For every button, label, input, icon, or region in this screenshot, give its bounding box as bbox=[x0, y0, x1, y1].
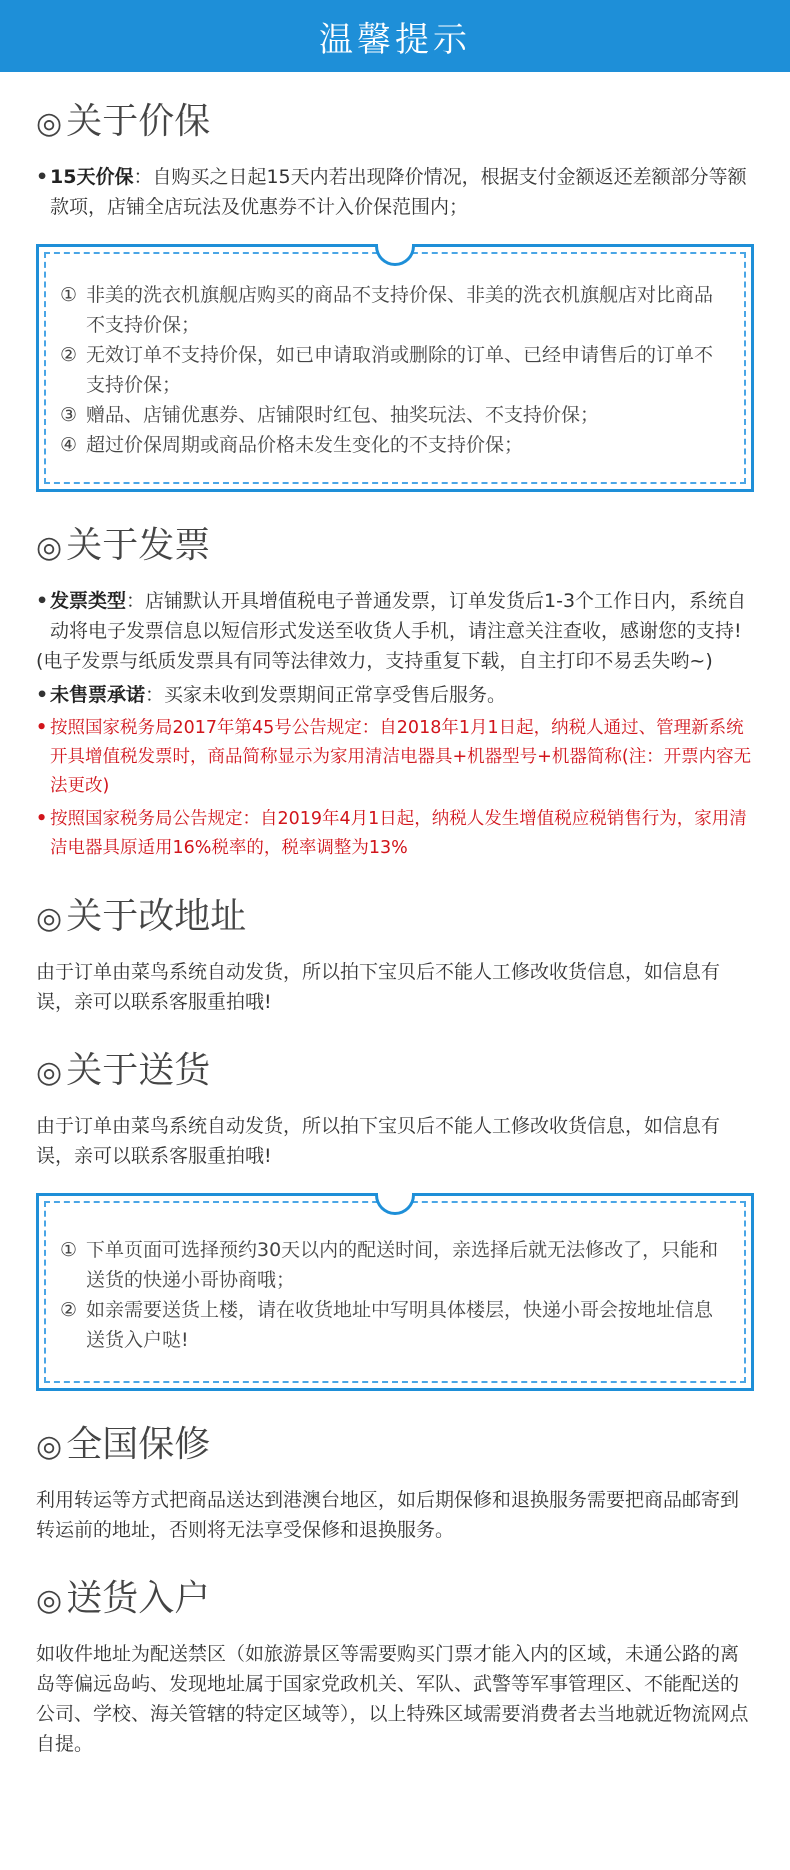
list-item: ① 下单页面可选择预约30天以内的配送时间，亲选择后就无法修改了，只能和送货的快递小哥协商哦； bbox=[60, 1239, 719, 1291]
delivery-rules-box bbox=[36, 1193, 754, 1391]
invoice-promise-bullet: • 未售票承诺：买家未收到发票期间正常享受售后服务。 bbox=[36, 680, 754, 710]
price-rules-box bbox=[36, 244, 754, 492]
bullet-dot: • bbox=[36, 590, 49, 612]
header-title: 温馨提示 bbox=[319, 19, 471, 60]
double-circle-icon: ◎ bbox=[36, 106, 63, 141]
tax-notice-2017: • 按照国家税务局2017年第45号公告规定：自2018年1月1日起，纳税人通过、管理新系统开具增值税发票时，商品简称显示为家用清洁电器具+机器型号+机器简称(注：开票内容无法更改) bbox=[36, 714, 754, 801]
section-title-warranty: ◎ 全国保修 bbox=[36, 1424, 211, 1465]
invoice-note: (电子发票与纸质发票具有同等法律效力，支持重复下载，自主打印不易丢失哟~) bbox=[36, 650, 713, 672]
header-banner bbox=[0, 0, 790, 72]
bullet-dot: • bbox=[36, 166, 49, 188]
double-circle-icon: ◎ bbox=[36, 1055, 63, 1090]
double-circle-icon: ◎ bbox=[36, 1583, 63, 1618]
section-title-invoice: ◎ 关于发票 bbox=[36, 525, 211, 566]
address-text: 由于订单由菜鸟系统自动发货，所以拍下宝贝后不能人工修改收货信息，如信息有误，亲可以联系客服重拍哦! bbox=[36, 961, 721, 1013]
section-title-delivery: ◎ 关于送货 bbox=[36, 1050, 211, 1091]
price-bullet-bold: 15天价保 bbox=[50, 166, 134, 188]
price-bullet-text: ：自购买之日起15天内若出现降价情况，根据支付金额返还差额部分等额款项，店铺全店玩法及优惠券不计入价保范围内； bbox=[50, 166, 747, 218]
list-item: ③ 赠品、店铺优惠券、店铺限时红包、抽奖玩法、不支持价保； bbox=[60, 404, 600, 426]
home-delivery-text: 如收件地址为配送禁区（如旅游景区等需要购买门票才能入内的区域，未通公路的离岛等偏远岛屿、发现地址属于国家党政机关、军队、武警等军事管理区、不能配送的公司、学校、海关管辖的特定区域等），以上特殊区域需要消费者去当地就近物流网点自提。 bbox=[36, 1643, 749, 1755]
section-title-price: ◎ 关于价保 bbox=[36, 101, 211, 142]
warranty-text: 利用转运等方式把商品送达到港澳台地区，如后期保修和退换服务需要把商品邮寄到转运前的地址，否则将无法享受保修和退换服务。 bbox=[36, 1489, 740, 1541]
main-content bbox=[0, 98, 790, 1759]
delivery-text: 由于订单由菜鸟系统自动发货，所以拍下宝贝后不能人工修改收货信息，如信息有误，亲可以联系客服重拍哦! bbox=[36, 1115, 721, 1167]
double-circle-icon: ◎ bbox=[36, 530, 63, 565]
list-item: ④ 超过价保周期或商品价格未发生变化的不支持价保； bbox=[60, 434, 524, 456]
bullet-dot: • bbox=[36, 809, 48, 829]
tax-notice-2019: • 按照国家税务局公告规定：自2019年4月1日起，纳税人发生增值税应税销售行为，家用清洁电器具原适用16%税率的，税率调整为13% bbox=[36, 805, 754, 863]
section-title-address: ◎ 关于改地址 bbox=[36, 896, 247, 937]
invoice-type-bullet: • 发票类型：店铺默认开具增值税电子普通发票，订单发货后1-3个工作日内，系统自动将电子发票信息以短信形式发送至收货人手机，请注意关注查收，感谢您的支持! bbox=[36, 586, 754, 646]
section-title-home-delivery: ◎ 送货入户 bbox=[36, 1578, 211, 1619]
price-bullet bbox=[36, 162, 754, 222]
double-circle-icon: ◎ bbox=[36, 901, 63, 936]
list-item: ① 非美的洗衣机旗舰店购买的商品不支持价保、非美的洗衣机旗舰店对比商品不支持价保； bbox=[60, 284, 714, 336]
double-circle-icon: ◎ bbox=[36, 1429, 63, 1464]
bullet-dot: • bbox=[36, 684, 49, 706]
list-item: ② 如亲需要送货上楼，请在收货地址中写明具体楼层，快递小哥会按地址信息送货入户哒! bbox=[60, 1299, 714, 1351]
list-item: ② 无效订单不支持价保，如已申请取消或删除的订单、已经申请售后的订单不支持价保； bbox=[60, 344, 714, 396]
bullet-dot: • bbox=[36, 718, 48, 738]
